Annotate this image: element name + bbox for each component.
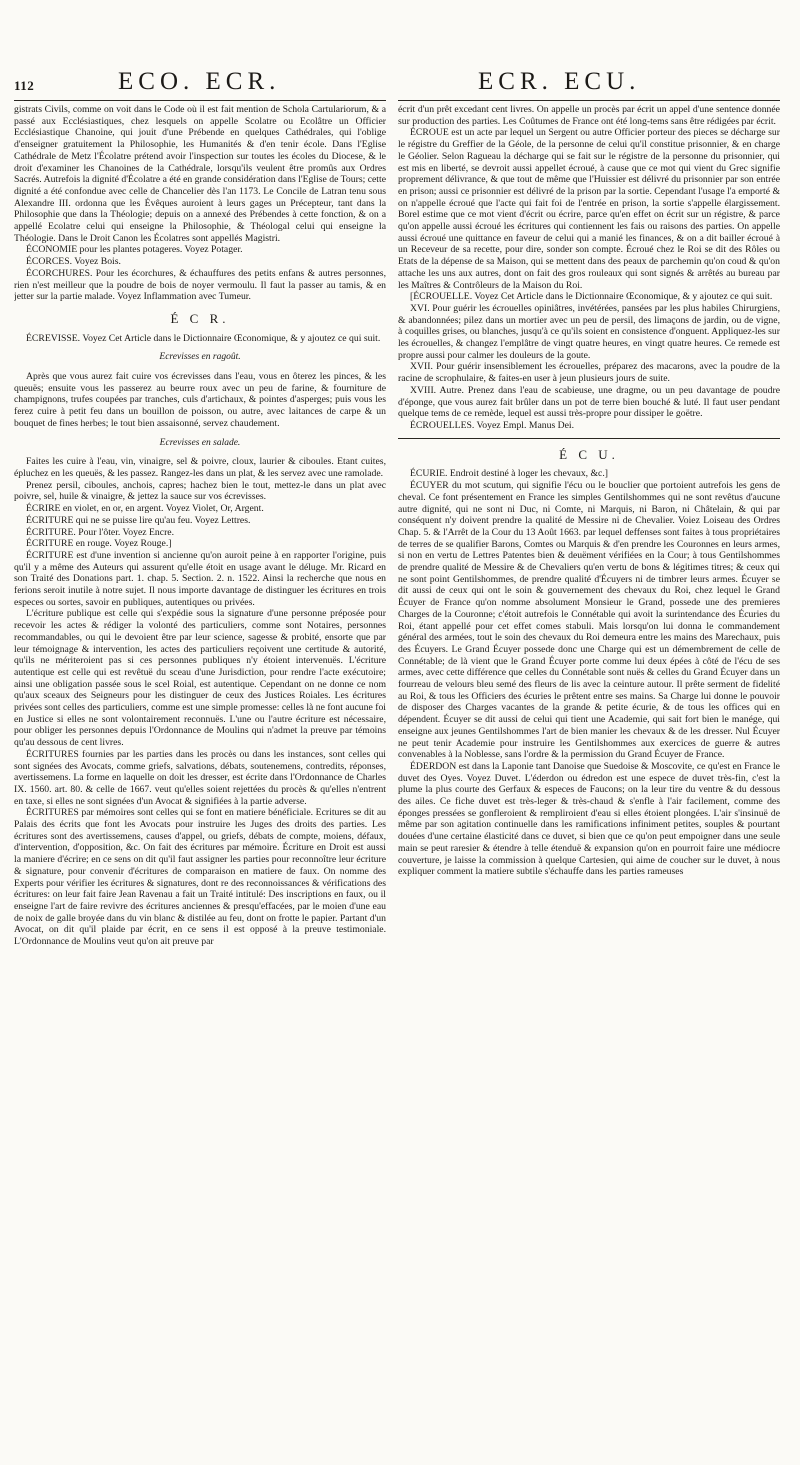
entry-ecolatre-continued: gistrats Civils, comme on voit dans le Code où il est fait mention de Schola Cartulariorum, & a passé aux Ecclésiastiques, chez lesquels on appelle Scolatre ou Ecolâtre un Officier Ecclésiastique Chanoine, qui jouit d'une Prébende en quelques Cathédrales, qui l'oblige d'enseigner gratuitement la Philosophie, les Humanités & d'en tenir école. Dans l'Eglise Cathédrale de Metz l'Écolatre prétend avoir l'inspection sur toutes les écoles du Diocese, & le droit d'examiner les Chanoines de la Cathédrale, lorsqu'ils veulent être promûs aux Ordres Sacrés. Autrefois la dignité d'Écolatre a été en grande considération dans l'Eglise de Tours; cette dignité a été confondue avec celle de Chancelier dès l'an 1173. Le Concile de Latran tenu sous Alexandre III. ordonna que les Évêques auroient à leurs gages un Précepteur, tant dans la Philosophie que dans la Théologie; depuis on a annexé des Prébendes à cette fonction, & on a appellé Ecolatre celui qui enseigne la Philosophie, & Théologal celui qui enseigne la Théologie. Dans le Droit Canon les Écolatres sont appellés Magistri. bbox=[14, 104, 386, 244]
entry-ecriture-rouge: ÉCRITURE en rouge. Voyez Rouge.] bbox=[26, 538, 172, 550]
recipe-ramolade: Prenez persil, ciboules, anchois, capres; hachez bien le tout, mettez-le dans un plat avec poivre, sel, huile & vinaigre, & jettez la sauce sur vos écrevisses. bbox=[14, 479, 386, 503]
entry-ecrevisse: ÉCREVISSE. Voyez Cet Article dans le Dictionnaire Œconomique, & y ajoutez ce qui suit. bbox=[26, 332, 381, 344]
left-running-head: ECO. ECR. bbox=[118, 68, 281, 95]
remedy-xvi: XVI. Pour guérir les écrouelles opiniâtres, invétérées, pansées par les plus habiles Chirurgiens, & abandonnées; pilez dans un mortier avec un peu de persil, des limaçons de jardin, ou de vigne, à coquilles grises, ou blanches, jusqu'à ce qu'ils soient en consistence d'onguent. Appliquez-les sur les écrouelles, & changez l'emplâtre de vingt quatre heures, en vingt quatre heures. Ce remede est propre aussi pour calmer les douleurs de la goute. bbox=[398, 302, 780, 361]
right-column bbox=[398, 104, 780, 1454]
entry-ecriture-publique: L'écriture publique est celle qui s'expédie sous la signature d'une personne préposée pour recevoir les actes & rédiger la volonté des particuliers, comme sont Notaires, personnes recommandables, ou qui le devoient être par leur science, sagesse & probité, ensorte que par leur témoignage & intervention, les actes des particuliers reçoivent une certitude & autorité, qu'ils ne mériteroient pas si ces personnes publiques n'y étoient intervenuës. L'écriture autentique est celle qui est revêtuë du sceau d'une Jurisdiction, pour rendre l'acte exécutoire; ainsi une obligation passée sous le scel Roial, est autentique. Cependant on ne donne ce nom qu'aux sceaux des Seigneurs pour les distinguer de ceux des Justices Roiales. Les écritures privées sont celles des particuliers, comme est une simple promesse: celles là ne font aucune foi en Justice si elles ne sont volontairement reconnuës. L'une ou l'autre écriture est nécessaire, pour obliger les personnes depuis l'Ordonnance de Moulins qui n'admet la preuve par témoins qu'au dessous de cent livres. bbox=[14, 608, 386, 749]
entry-ecorces: ÉCORCES. Voyez Bois. bbox=[26, 256, 121, 268]
entry-economie: ÉCONOMIE pour les plantes potageres. Voyez Potager. bbox=[26, 244, 243, 256]
entry-ecrire: ÉCRIRE en violet, en or, en argent. Voyez Violet, Or, Argent. bbox=[26, 503, 264, 515]
section-heading-ecr: É C R. bbox=[170, 310, 230, 326]
right-running-head: ECR. ECU. bbox=[478, 68, 641, 95]
remedy-xviii: XVIII. Autre. Prenez dans l'eau de scabieuse, une dragme, ou un peu davantage de poudre d'éponge, que vous aurez fait brûler dans un pot de terre bien bouché & luté. Il faut user pendant quelque tems de ce remède, lequel est aussi très-propre pour dissiper le goëtre. bbox=[398, 384, 780, 420]
recipe-salade: Faites les cuire à l'eau, vin, vinaigre, sel & poivre, cloux, laurier & ciboules. Etant cuites, épluchez en les queuës, & les passez. Rangez-les dans un plat, & les servez avec une ramolade. bbox=[14, 456, 386, 479]
recipe-ragout: Après que vous aurez fait cuire vos écrevisses dans l'eau, vous en ôterez les pinces, & les queuës; ensuite vous les passerez au beurre roux avec un peu de farine, & fourniture de champignons, trufes coupées par tranches, culs d'artichaux, & pointes d'asperges; puis vous les ferez cuire à petit feu dans un bouillon de poisson, ou autre, avec laitances de carpe & un bouquet de fines herbes; le tout bien assaisonné, servez chaudement. bbox=[14, 371, 386, 429]
entry-ecuyer: ÉCUYER du mot scutum, qui signifie l'écu ou le bouclier que portoient autrefois les gens de cheval. Ce font présentement en France les simples Gentilshommes qui ne sont revêtus d'aucune autre dignité, qui ne sont ni Duc, ni Comte, ni Marquis, ni Baron, ni Châtelain, & qui par conséquent n'y doivent prendre la qualité de Messire ni de Chevalier. Voiez Loiseau des Ordres Chap. 5. & l'Arrêt de la Cour du 13 Août 1663. par lequel deffenses sont faites à tous propriétaires de terres de se qualifier Barons, Comtes ou Marquis & d'en prendre les Couronnes en leurs armes, si non en vertu de Lettres Patentes bien & deuëment vérifiées en la Cour; à tous Gentilshommes de prendre qualité de Messire & de Chevaliers qu'en vertu de bons & légitimes titres; & ceux qui ne sont point Gentilshommes, de prendre qualité d'Écuyers ni de timbrer leurs armes. Écuyer se dit aussi de ceux qui ont le soin & gouvernement des chevaux du Roi, chez lequel le Grand Écuyer de France qu'on nomme absolument Monsieur le Grand, possede une des premieres Charges de la Couronne; c'étoit autrefois le Connétable qui avoit la surintendance des Écuries du Roi, étant appellé pour cet effet comes stabuli. Mais lorsqu'on lui donna le commandement général des armées, tout le soin des chevaux du Roi demeura entre les mains des Marechaux, puis des Écuyers. Le Grand Écuyer possede donc une Charge qui est un démembrement de celle de Connétable; de là vient que le Grand Écuyer porte comme lui deux épées à côté de l'écu de ses armes, avec cette différence que celles du Connétable sont nuës & celles du Grand Écuyer dans un fourreau de velours bleu semé des fleurs de lis avec la ceinture autour. Il prête serment de fidelité au Roi, & tous les Officiers des écuries le prêtent entre ses mains. Sa Charge lui donne le pouvoir de disposer des Charges vacantes de la grande & petite écurie, & de tous les offices qui en dépendent. Écuyer se dit aussi de celui qui tient une Academie, qui sait fort bien le manége, qui enseigne aux jeunes Gentilshommes l'art de bien manier les chevaux & de les dresser. Nul Écuyer ne peut tenir Academie pour instruire les Gentilshommes aux exercices de guerre & autres convenables à la Noblesse, sans l'ordre & la permission du Grand Écuyer de France. bbox=[398, 480, 780, 761]
entry-ecriture-oter: ÉCRITURE. Pour l'ôter. Voyez Encre. bbox=[26, 526, 175, 538]
entry-ecritures-memoires: ÉCRITURES par mémoires sont celles qui se font en matiere bénéficiale. Ecritures se dit au Palais des écrits que font les Avocats pour instruire les Juges des droits des parties. Les écritures sont des avertissemens, causes d'appel, ou griefs, débats de compte, moiens, défaux, d'intervention, d'opposition, &c. On fait des écritures par mémoire. Écriture en Droit est aussi la maniere d'écrire; en ce sens on dit qu'il faut assigner les parties pour reconnoître leur écriture & signature, pour convenir d'écritures de comparaison en matiere de faux. On nomme des Experts pour vérifier les écritures & signatures, dont re des reconnoissances & vérifications des écritures: on leur fait faire Jean Ravenau a fait un Traité intitulé: Des inscriptions en faux, ou il enseigne l'art de faire revivre des écritures anciennes & presqu'effacées, par le moien d'une eau de noix de galle broyée dans du vin blanc & distilée au feu, dont on frotte le papier. Partant d'un Avocat, on dit qu'il plaide par écrit, en ce sens il est opposé à la preuve testimoniale. L'Ordonnance de Moulins veut qu'on ait preuve par bbox=[14, 807, 386, 948]
entry-ecrouelles: ÉCROUELLES. Voyez Empl. Manus Dei. bbox=[410, 419, 575, 431]
entry-ecritures-fournies: ÉCRITURES fournies par les parties dans les procès ou dans les instances, sont celles qui sont signées des Avocats, comme griefs, salvations, débats, soutenemens, contredits, réponses, avertissemens. La forme en laquelle on doit les dresser, est écrite dans l'Ordonnance de Charles IX. 1560. art. 80. & celle de 1667. veut qu'elles soient rejettées du procès & qu'elles n'entrent en taxe, si elles ne sont signées d'un Avocat & signifiées à la partie adverse. bbox=[14, 748, 386, 807]
entry-ecroue: ÉCROUE est un acte par lequel un Sergent ou autre Officier porteur des pieces se décharge sur le régistre du Greffier de la Géole, de la personne de celui qu'il constitue prisonnier, & en charge le Géolier. Selon Ragueau la décharge qui se fait sur le régistre de la personne du prisonnier, qui est mis en liberté, se devroit aussi appellet écroué, à cause que ce mot qui vient du Grec signifie proprement délivrance, & que tout de même que l'Huissier est délivré du prisonnier par son entrée en prison; aussi ce prisonnier est délivré de la prison par la sortie. Cependant l'usage l'a emporté & on n'appelle écroué que l'acte qui fait foi de l'entrée en prison, la sortie s'appelle élargissement. Borel estime que ce mot vient d'écrit ou écrire, parce qu'en effet on écrit sur un régistre, & parce qu'on appelle aussi écroué les écritures qui contiennent les fais ou raisons des parties. On appelle aussi écroué une quittance en faveur de celui qui a manié les finances, & on a dit bailler écroué à un Receveur de sa recette, pour dire, sonder son compte. Écroué chez le Roi se dit des Rôles ou Etats de la dépense de sa Maison, qui se mettent dans des peaux de parchemin qu'on coud & qu'on attache les uns aux autres, dont on fait des gros rouleaux qui sont signés & arrêtés au bureau par les Maîtres & Contrôleurs de la Maison du Roi. bbox=[398, 127, 780, 291]
entry-ecorchures: ÉCORCHURES. Pour les écorchures, & échauffures des petits enfans & autres personnes, rien n'est meilleur que la poudre de bois de noyer vermoulu. Il faut la passer au tamis, & en jetter sur la partie malade. Voyez Inflammation avec Tumeur. bbox=[14, 267, 386, 303]
section-rule bbox=[398, 438, 780, 439]
subheading-ragout: Ecrevisses en ragoût. bbox=[159, 352, 241, 363]
entry-ecrit-continued: écrit d'un prêt excedant cent livres. On appelle un procès par écrit un appel d'une sentence donnée sur production des parties. Les Coûtumes de France ont été long-tems sans être rédigées par écrit. bbox=[398, 104, 780, 127]
entry-ecriture-feu: ÉCRITURE qui ne se puisse lire qu'au feu. Voyez Lettres. bbox=[26, 514, 251, 526]
entry-ecriture-origine: ÉCRITURE est d'une invention si ancienne qu'on auroit peine à en rapporter l'origine, puis qu'il y a même des Auteurs qui assurent qu'elle étoit en usage avant le déluge. Mr. Ricard en son Traité des Donations part. 1. chap. 5. Section. 2. n. 1522. Ainsi la recherche que nous en ferions seroit inutile à notre sujet. Il nous importe davantage de distinguer les écritures en trois especes ou sortes, savoir en publiques, autentiques ou privées. bbox=[14, 549, 386, 608]
entry-ecrouelle: [ÉCROUELLE. Voyez Cet Article dans le Dictionnaire Œconomique, & y ajoutez ce qui suit. bbox=[410, 291, 773, 303]
section-heading-ecu: É C U. bbox=[559, 446, 619, 462]
entry-ederdon: ÉDERDON est dans la Laponie tant Danoise que Suedoise & Moscovite, ce qu'est en France le duvet des Oyes. Voyez Duvet. L'éderdon ou édredon est une espece de duvet très-fin, c'est la plume la plus courte des Gerfaux & especes de Faucons; on la leur tire du ventre & du dessous des ailes. Ce fiche duvet est très-leger & très-chaud & s'enfle à l'air facilement, comme des éponges pressées se gonfleroient & rempliroient d'eau si elles étoient plongées. L'air s'insinuë de même par son agitation continuelle dans les ramifications infiniment petites, souples & pourtant douées d'une certaine élasticité dans ce duvet, si bien que ce qu'on peut empoigner dans une seule main se peut raresier & étendre à telle étenduë & expansion qu'on en pourroit faire une médiocre couverture, je laisse la commission à quelque Cartesien, qui aime de coucher sur le duvet, à nous expliquer comment la matiere subtile s'échauffe dans les parties rameuses bbox=[398, 760, 780, 878]
header-rule-right bbox=[398, 100, 780, 101]
entry-ecurie: ÉCURIE. Endroit destiné à loger les chevaux, &c.] bbox=[410, 468, 608, 480]
left-column bbox=[14, 104, 386, 1454]
page-number: 112 bbox=[14, 78, 35, 93]
remedy-xvii: XVII. Pour guérir insensiblement les écrouelles, préparez des macarons, avec la poudre de la racine de scrophulaire, & faites-en user à jeun plusieurs jours de suite. bbox=[398, 361, 780, 385]
subheading-salade: Ecrevisses en salade. bbox=[159, 437, 241, 448]
header-rule-left bbox=[14, 100, 386, 101]
